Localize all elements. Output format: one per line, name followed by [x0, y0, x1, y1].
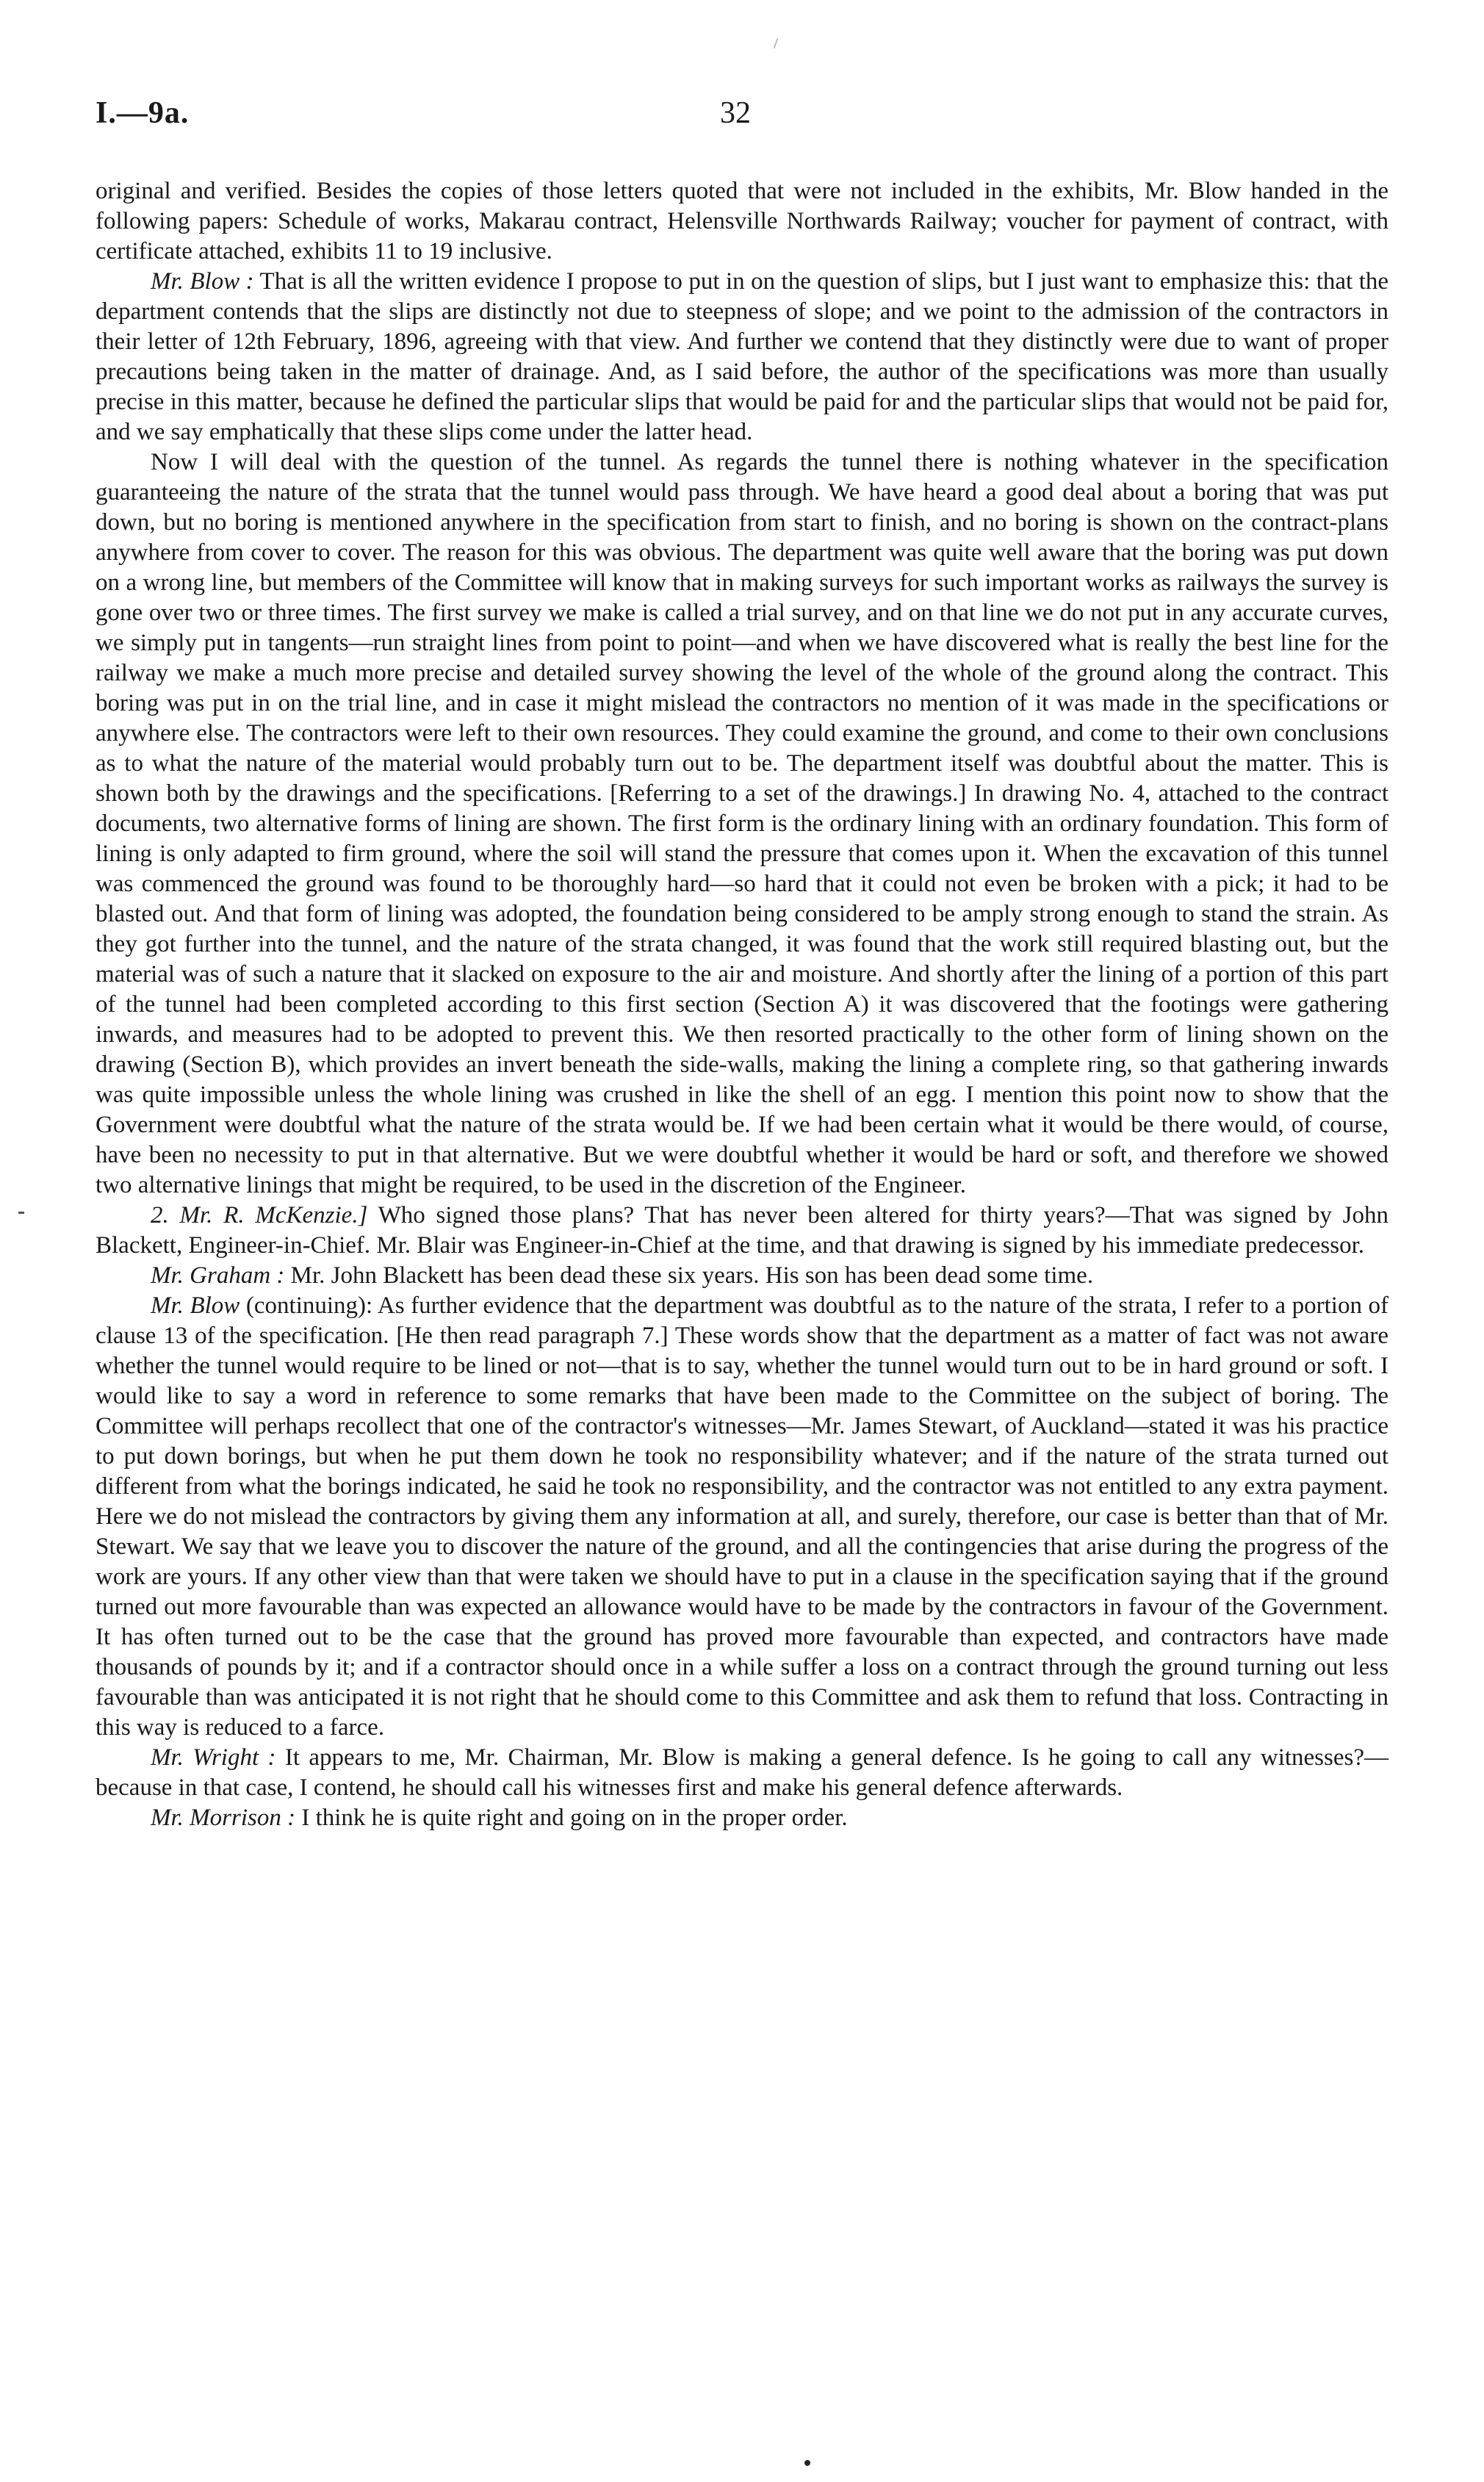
document-page	[96, 96, 1388, 1833]
paragraph	[96, 447, 1388, 1201]
scan-mark	[774, 38, 779, 48]
paragraph-text: I think he is quite right and going on in the proper order.	[295, 1805, 848, 1831]
paragraph-text: original and verified. Besides the copies of those letters quoted that were not included in the exhibits, Mr. Blow handed in the following papers: Schedule of works, Makarau contract, Helensville Northwards Railway; voucher for payment of contract, with certificate attached, exhibits 11 to 19 inclusive.	[96, 178, 1388, 265]
paragraph-text: Mr. John Blackett has been dead these six years. His son has been dead some time.	[284, 1262, 1094, 1289]
speaker-name: Mr. Graham :	[151, 1262, 285, 1289]
page-number: 32	[720, 96, 751, 130]
margin-mark	[18, 1212, 24, 1214]
paragraph-text: Who signed those plans? That has never been altered for thirty years?—That was signed by John Blackett, Engineer-in-Chief. Mr. Blair was Engineer-in-Chief at the time, and that drawing is signed by his immediate predecessor.	[96, 1202, 1388, 1259]
paragraph	[96, 1261, 1388, 1291]
paragraph-text: Now I will deal with the question of the tunnel. As regards the tunnel there is nothing whatever in the specification guaranteeing the nature of the strata that the tunnel would pass through. We have heard a good deal about a boring that was put down, but no boring is mentioned anywhere in the specification from start to finish, and no boring is shown on the contract-plans anywhere from cover to cover. The reason for this was obvious. The department was quite well aware that the boring was put down on a wrong line, but members of the Committee will know that in making surveys for such important works as railways the survey is gone over two or three times. The first survey we make is called a trial survey, and on that line we do not put in any accurate curves, we simply put in tangents—run straight lines from point to point—and when we have discovered what is really the best line for the railway we make a much more precise and detailed survey showing the level of the whole of the ground along the contract. This boring was put in on the trial line, and in case it might mislead the contractors no mention of it was made in the specifications or anywhere else. The contractors were left to their own resources. They could examine the ground, and come to their own conclusions as to what the nature of the material would probably turn out to be. The department itself was doubtful about the matter. This is shown both by the drawings and the specifications. [Referring to a set of the drawings.] In drawing No. 4, attached to the contract documents, two alternative forms of lining are shown. The first form is the ordinary lining with an ordinary foundation. This form of lining is only adapted to firm ground, where the soil will stand the pressure that comes upon it. When the excavation of this tunnel was commenced the ground was found to be thoroughly hard—so hard that it could not even be broken with a pick; it had to be blasted out. And that form of lining was adopted, the foundation being considered to be amply strong enough to stand the strain. As they got further into the tunnel, and the nature of the strata changed, it was found that the work still required blasting out, but the material was of such a nature that it slacked on exposure to the air and moisture. And shortly after the lining of a portion of this part of the tunnel had been completed according to this first section (Section A) it was discovered that the footings were gathering inwards, and measures had to be adopted to prevent this. We then resorted practically to the other form of lining shown on the drawing (Section B), which provides an invert beneath the side-walls, making the lining a complete ring, so that gathering inwards was quite impossible unless the whole lining was crushed in like the shell of an egg. I mention this point now to show that the Government were doubtful what the nature of the strata would be. If we had been certain what it would be there would, of course, have been no necessity to put in that alternative. But we were doubtful whether it would be hard or soft, and therefore we showed two alternative linings that might be required, to be used in the discretion of the Engineer.	[96, 449, 1388, 1198]
speaker-name: Mr. Morrison :	[151, 1805, 296, 1831]
speaker-name: Mr. Blow :	[151, 268, 254, 295]
document-reference: I.—9a.	[96, 96, 190, 130]
speaker-name: Mr. Blow	[151, 1292, 240, 1319]
speaker-name: 2. Mr. R. McKenzie.]	[151, 1202, 368, 1229]
paragraph	[96, 176, 1388, 267]
body-text	[96, 176, 1388, 1833]
paragraph	[96, 1201, 1388, 1261]
footer-dot	[804, 2460, 810, 2466]
paragraph-text: That is all the written evidence I propose to put in on the question of slips, but I just want to emphasize this: that the department contends that the slips are distinctly not due to steepness of slope; and we point to the admission of the contractors in their letter of 12th February, 1896, agreeing with that view. And further we contend that they distinctly were due to want of proper precautions being taken in the matter of drainage. And, as I said before, the author of the specifications was more than usually precise in this matter, because he defined the particular slips that would be paid for and the particular slips that would not be paid for, and we say emphatically that these slips come under the latter head.	[96, 268, 1389, 445]
page-header	[96, 96, 1388, 140]
paragraph-text: (continuing): As further evidence that the department was doubtful as to the nature of the strata, I refer to a portion of clause 13 of the specification. [He then read paragraph 7.] These words show that the department as a matter of fact was not aware whether the tunnel would require to be lined or not—that is to say, whether the tunnel would turn out to be in hard ground or soft. I would like to say a word in reference to some remarks that have been made to the Committee on the subject of boring. The Committee will perhaps recollect that one of the contractor's witnesses—Mr. James Stewart, of Auckland—stated it was his practice to put down borings, but when he put them down he took no responsibility whatever; and if the nature of the strata turned out different from what the borings indicated, he said he took no responsibility, and the contractor was not entitled to any extra payment. Here we do not mislead the contractors by giving them any information at all, and surely, therefore, our case is better than that of Mr. Stewart. We say that we leave you to discover the nature of the ground, and all the contingencies that arise during the progress of the work are yours. If any other view than that were taken we should have to put in a clause in the specification saying that if the ground turned out more favourable than was expected an allowance would have to be made by the contractors in favour of the Government. It has often turned out to be the case that the ground has proved more favourable than expected, and contractors have made thousands of pounds by it; and if a contractor should once in a while suffer a loss on a contract through the ground turning out less favourable than was anticipated it is not right that he should come to this Committee and ask them to refund that loss. Contracting in this way is reduced to a farce.	[96, 1292, 1388, 1741]
paragraph-text: It appears to me, Mr. Chairman, Mr. Blow is making a general defence. Is he going to call any witnesses?—because in that case, I contend, he should call his witnesses first and make his general defence afterwards.	[96, 1744, 1389, 1801]
speaker-name: Mr. Wright :	[151, 1744, 276, 1771]
paragraph	[96, 267, 1388, 447]
paragraph	[96, 1803, 1388, 1833]
paragraph	[96, 1291, 1388, 1743]
paragraph	[96, 1743, 1388, 1803]
